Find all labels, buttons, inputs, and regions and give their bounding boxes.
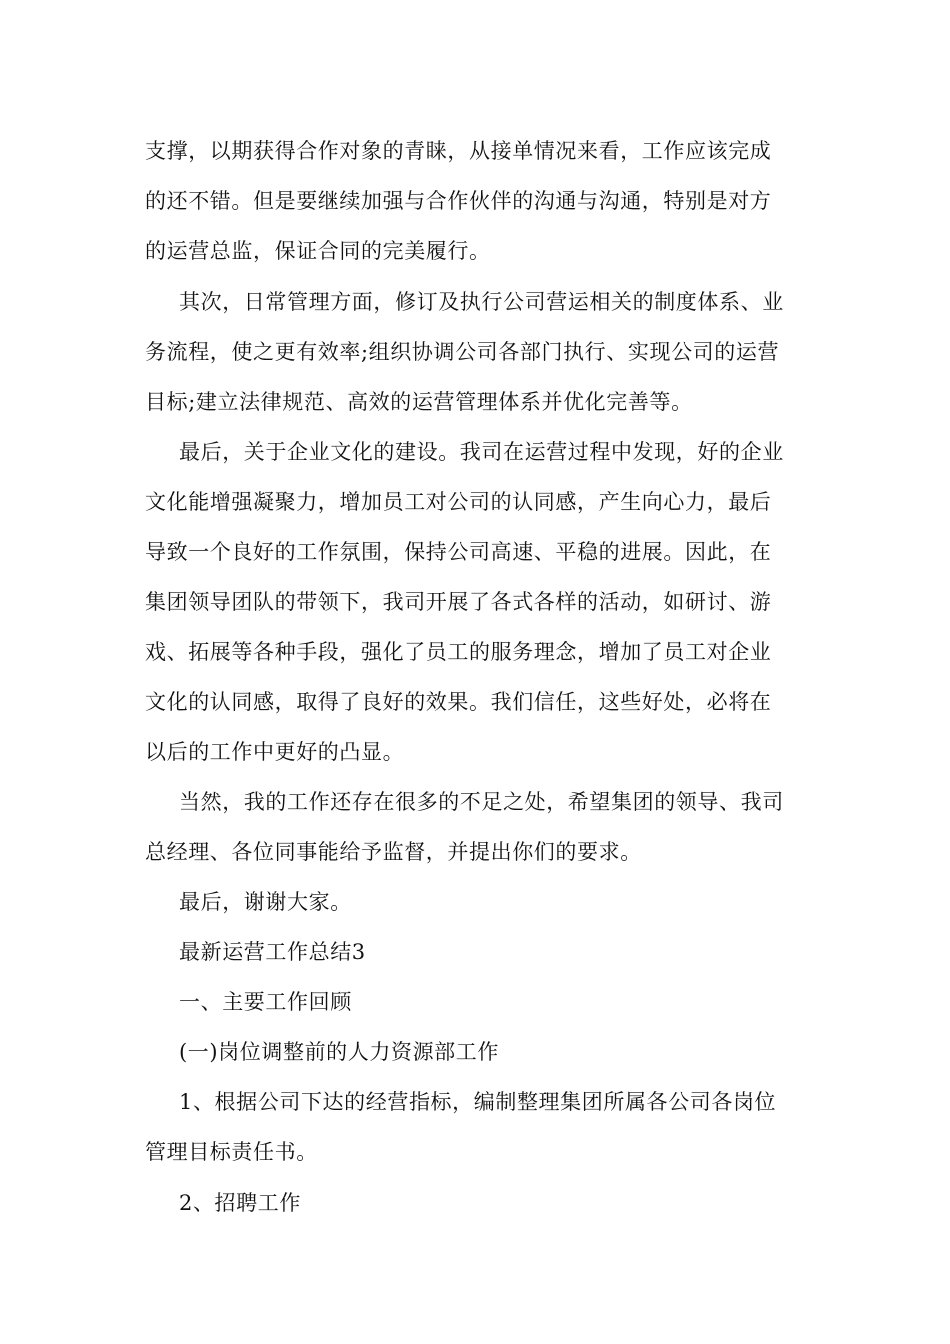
text-line: 导致一个良好的工作氛围，保持公司高速、平稳的进展。因此，在 (145, 540, 772, 564)
closing-line: 最后，谢谢大家。 (179, 890, 352, 914)
section-title: 最新运营工作总结3 (179, 940, 366, 964)
text-line: 目标;建立法律规范、高效的运营管理体系并优化完善等。 (145, 390, 693, 414)
list-item-start: 1、根据公司下达的经营指标，编制整理集团所属各公司各岗位 (179, 1090, 777, 1114)
text-line: 戏、拓展等各种手段，强化了员工的服务理念，增加了员工对企业 (145, 640, 772, 664)
text-line: 以后的工作中更好的凸显。 (145, 740, 405, 764)
text-line: 支撑，以期获得合作对象的青睐，从接单情况来看，工作应该完成 (145, 139, 772, 163)
text-line: 文化能增强凝聚力，增加员工对公司的认同感，产生向心力，最后 (145, 490, 772, 514)
text-line: 务流程，使之更有效率;组织协调公司各部门执行、实现公司的运营 (145, 340, 780, 364)
list-item-start: 2、招聘工作 (179, 1191, 301, 1215)
text-line: 的还不错。但是要继续加强与合作伙伴的沟通与沟通，特别是对方 (145, 189, 772, 213)
paragraph-start-line: 最后，关于企业文化的建设。我司在运营过程中发现，好的企业 (179, 440, 784, 464)
paragraph-start-line: 当然，我的工作还存在很多的不足之处，希望集团的领导、我司 (179, 790, 784, 814)
text-line: 管理目标责任书。 (145, 1140, 318, 1164)
text-line: 文化的认同感，取得了良好的效果。我们信任，这些好处，必将在 (145, 690, 772, 714)
subsection-heading: (一)岗位调整前的人力资源部工作 (179, 1040, 499, 1064)
text-line: 总经理、各位同事能给予监督，并提出你们的要求。 (145, 840, 642, 864)
paragraph-start-line: 其次，日常管理方面，修订及执行公司营运相关的制度体系、业 (179, 290, 784, 314)
text-line: 集团领导团队的带领下，我司开展了各式各样的活动，如研讨、游 (145, 590, 772, 614)
section-heading: 一、主要工作回顾 (179, 990, 352, 1014)
text-line: 的运营总监，保证合同的完美履行。 (145, 239, 491, 263)
